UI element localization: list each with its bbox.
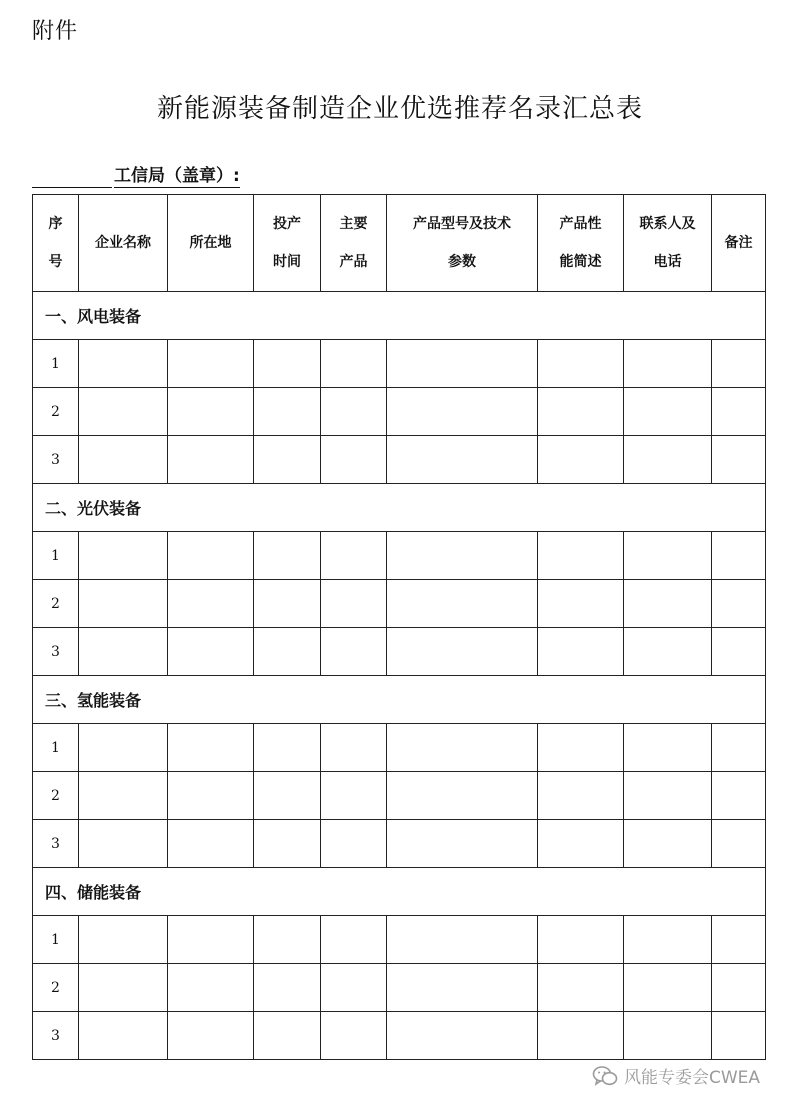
- header-model-params: [387, 195, 538, 292]
- blank-cell-contact[interactable]: [624, 388, 712, 436]
- blank-cell-location[interactable]: [168, 532, 254, 580]
- blank-cell-performance[interactable]: [538, 964, 624, 1012]
- blank-cell-production-date[interactable]: [254, 964, 321, 1012]
- row-number: 3: [33, 436, 79, 484]
- blank-cell-company-name[interactable]: [79, 820, 168, 868]
- attachment-label: 附件: [32, 19, 79, 44]
- blank-cell-remarks[interactable]: [712, 388, 766, 436]
- blank-cell-contact[interactable]: [624, 532, 712, 580]
- header-text: 产品型号及技术: [413, 216, 511, 232]
- blank-cell-main-products[interactable]: [321, 820, 387, 868]
- header-remarks: [712, 195, 766, 292]
- row-number: 2: [33, 388, 79, 436]
- table-row: [33, 628, 766, 676]
- blank-cell-model-params[interactable]: [387, 1012, 538, 1060]
- blank-cell-performance[interactable]: [538, 916, 624, 964]
- header-text: 联系人及: [639, 216, 696, 232]
- header-text: 电话: [653, 254, 682, 270]
- blank-cell-model-params[interactable]: [387, 388, 538, 436]
- blank-cell-performance[interactable]: [538, 580, 624, 628]
- row-number: 1: [33, 724, 79, 772]
- row-number: 1: [33, 340, 79, 388]
- blank-cell-production-date[interactable]: [254, 436, 321, 484]
- blank-cell-location[interactable]: [168, 1012, 254, 1060]
- blank-cell-company-name[interactable]: [79, 628, 168, 676]
- row-number: 1: [33, 532, 79, 580]
- header-text: 号: [48, 254, 63, 270]
- table-row: [33, 340, 766, 388]
- table-row: [33, 772, 766, 820]
- header-text: 序: [48, 216, 63, 232]
- row-number: 2: [33, 772, 79, 820]
- blank-cell-contact[interactable]: [624, 580, 712, 628]
- header-text: 参数: [448, 254, 476, 270]
- blank-cell-performance[interactable]: [538, 820, 624, 868]
- blank-cell-performance[interactable]: [538, 1012, 624, 1060]
- blank-cell-company-name[interactable]: [79, 340, 168, 388]
- row-number: 2: [33, 580, 79, 628]
- blank-cell-main-products[interactable]: [321, 580, 387, 628]
- blank-cell-model-params[interactable]: [387, 340, 538, 388]
- table-row: [33, 916, 766, 964]
- page-title: 新能源装备制造企业优选推荐名录汇总表: [156, 94, 643, 124]
- issuing-unit-label: 工信局（盖章）:: [114, 161, 240, 188]
- row-number: 1: [33, 916, 79, 964]
- watermark: [592, 1063, 760, 1088]
- header-text: 投产: [273, 216, 301, 232]
- table-row: [33, 724, 766, 772]
- section-row: [33, 676, 766, 724]
- header-text: 产品性: [559, 216, 602, 232]
- blank-cell-remarks[interactable]: [712, 532, 766, 580]
- blank-cell-performance[interactable]: [538, 532, 624, 580]
- blank-cell-remarks[interactable]: [712, 1012, 766, 1060]
- row-number: 2: [33, 964, 79, 1012]
- blank-cell-performance[interactable]: [538, 724, 624, 772]
- blank-cell-company-name[interactable]: [79, 1012, 168, 1060]
- wechat-icon: [592, 1065, 618, 1087]
- blank-cell-location[interactable]: [168, 916, 254, 964]
- blank-cell-main-products[interactable]: [321, 724, 387, 772]
- blank-cell-production-date[interactable]: [254, 580, 321, 628]
- blank-cell-remarks[interactable]: [712, 916, 766, 964]
- blank-cell-model-params[interactable]: [387, 964, 538, 1012]
- row-number: 3: [33, 820, 79, 868]
- unit-blank-underline: [32, 169, 112, 188]
- blank-cell-location[interactable]: [168, 820, 254, 868]
- blank-cell-location[interactable]: [168, 724, 254, 772]
- blank-cell-main-products[interactable]: [321, 628, 387, 676]
- table-row: [33, 580, 766, 628]
- blank-cell-remarks[interactable]: [712, 436, 766, 484]
- blank-cell-model-params[interactable]: [387, 724, 538, 772]
- blank-cell-company-name[interactable]: [79, 532, 168, 580]
- blank-cell-model-params[interactable]: [387, 628, 538, 676]
- blank-cell-location[interactable]: [168, 388, 254, 436]
- section-row: [33, 484, 766, 532]
- blank-cell-production-date[interactable]: [254, 820, 321, 868]
- header-performance: [538, 195, 624, 292]
- blank-cell-remarks[interactable]: [712, 724, 766, 772]
- blank-cell-company-name[interactable]: [79, 724, 168, 772]
- header-company-name: [79, 195, 168, 292]
- blank-cell-contact[interactable]: [624, 772, 712, 820]
- header-contact: [624, 195, 712, 292]
- row-number: 3: [33, 1012, 79, 1060]
- blank-cell-model-params[interactable]: [387, 532, 538, 580]
- blank-cell-production-date[interactable]: [254, 628, 321, 676]
- blank-cell-contact[interactable]: [624, 724, 712, 772]
- blank-cell-performance[interactable]: [538, 628, 624, 676]
- header-location: [168, 195, 254, 292]
- header-text: 产品: [339, 254, 368, 270]
- blank-cell-company-name[interactable]: [79, 580, 168, 628]
- table-row: [33, 532, 766, 580]
- blank-cell-company-name[interactable]: [79, 388, 168, 436]
- header-text: 所在地: [189, 235, 232, 251]
- blank-cell-production-date[interactable]: [254, 388, 321, 436]
- blank-cell-location[interactable]: [168, 436, 254, 484]
- blank-cell-main-products[interactable]: [321, 772, 387, 820]
- table-row: [33, 820, 766, 868]
- blank-cell-contact[interactable]: [624, 964, 712, 1012]
- header-text: 企业名称: [95, 235, 151, 251]
- blank-cell-remarks[interactable]: [712, 964, 766, 1012]
- blank-cell-main-products[interactable]: [321, 532, 387, 580]
- blank-cell-main-products[interactable]: [321, 436, 387, 484]
- blank-cell-performance[interactable]: [538, 388, 624, 436]
- blank-cell-production-date[interactable]: [254, 916, 321, 964]
- blank-cell-main-products[interactable]: [321, 388, 387, 436]
- section-heading: 二、光伏装备: [33, 484, 766, 532]
- blank-cell-remarks[interactable]: [712, 628, 766, 676]
- blank-cell-contact[interactable]: [624, 916, 712, 964]
- blank-cell-model-params[interactable]: [387, 436, 538, 484]
- header-seq: [33, 195, 79, 292]
- blank-cell-performance[interactable]: [538, 772, 624, 820]
- table-row: [33, 388, 766, 436]
- table-row: [33, 436, 766, 484]
- blank-cell-contact[interactable]: [624, 1012, 712, 1060]
- table-row: [33, 964, 766, 1012]
- blank-cell-company-name[interactable]: [79, 916, 168, 964]
- section-row: [33, 868, 766, 916]
- blank-cell-model-params[interactable]: [387, 916, 538, 964]
- blank-cell-contact[interactable]: [624, 628, 712, 676]
- header-text: 主要: [339, 216, 368, 232]
- watermark-text: 风能专委会CWEA: [624, 1068, 761, 1088]
- section-row: [33, 292, 766, 340]
- section-heading: 三、氢能装备: [33, 676, 766, 724]
- blank-cell-production-date[interactable]: [254, 340, 321, 388]
- blank-cell-performance[interactable]: [538, 340, 624, 388]
- blank-cell-production-date[interactable]: [254, 772, 321, 820]
- recommendation-table: [32, 194, 766, 1060]
- blank-cell-location[interactable]: [168, 772, 254, 820]
- blank-cell-main-products[interactable]: [321, 916, 387, 964]
- blank-cell-model-params[interactable]: [387, 772, 538, 820]
- table-row: [33, 1012, 766, 1060]
- blank-cell-contact[interactable]: [624, 436, 712, 484]
- blank-cell-location[interactable]: [168, 964, 254, 1012]
- blank-cell-company-name[interactable]: [79, 772, 168, 820]
- header-text: 时间: [273, 254, 301, 270]
- blank-cell-company-name[interactable]: [79, 436, 168, 484]
- blank-cell-performance[interactable]: [538, 436, 624, 484]
- blank-cell-location[interactable]: [168, 580, 254, 628]
- blank-cell-remarks[interactable]: [712, 580, 766, 628]
- section-heading: 四、储能装备: [33, 868, 766, 916]
- blank-cell-production-date[interactable]: [254, 532, 321, 580]
- row-number: 3: [33, 628, 79, 676]
- header-main-products: [321, 195, 387, 292]
- header-text: 能简述: [559, 254, 602, 270]
- blank-cell-remarks[interactable]: [712, 820, 766, 868]
- blank-cell-production-date[interactable]: [254, 1012, 321, 1060]
- blank-cell-main-products[interactable]: [321, 964, 387, 1012]
- blank-cell-contact[interactable]: [624, 340, 712, 388]
- blank-cell-remarks[interactable]: [712, 340, 766, 388]
- header-text: 备注: [724, 235, 753, 251]
- blank-cell-remarks[interactable]: [712, 772, 766, 820]
- table-body: [33, 292, 766, 1060]
- section-heading: 一、风电装备: [33, 292, 766, 340]
- table-header-row: [33, 195, 766, 292]
- issuing-unit-line: [32, 161, 240, 188]
- blank-cell-main-products[interactable]: [321, 340, 387, 388]
- header-production-date: [254, 195, 321, 292]
- blank-cell-location[interactable]: [168, 340, 254, 388]
- blank-cell-company-name[interactable]: [79, 964, 168, 1012]
- blank-cell-contact[interactable]: [624, 820, 712, 868]
- blank-cell-production-date[interactable]: [254, 724, 321, 772]
- blank-cell-model-params[interactable]: [387, 820, 538, 868]
- blank-cell-model-params[interactable]: [387, 580, 538, 628]
- blank-cell-location[interactable]: [168, 628, 254, 676]
- blank-cell-main-products[interactable]: [321, 1012, 387, 1060]
